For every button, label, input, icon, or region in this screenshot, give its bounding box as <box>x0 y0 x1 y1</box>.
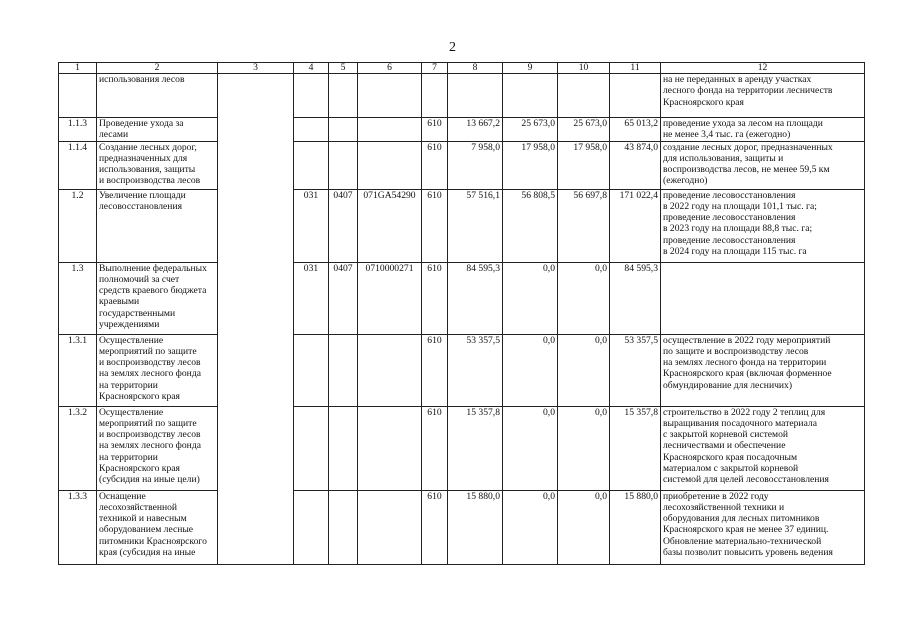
value-2024: 25 673,0 <box>558 118 610 142</box>
row-name: Осуществление мероприятий по защите и воспроизводству лесов на землях лесного фонда на территории Красноярского края <box>97 334 218 406</box>
expected-result: создание лесных дорог, предназначенных для использования, защиты и воспроизводства лесов, не менее 59,5 км (ежегодно) <box>661 141 865 189</box>
value-2022: 7 958,0 <box>448 141 503 189</box>
expense-type: 610 <box>422 334 448 406</box>
table-row <box>59 406 865 490</box>
expected-result: строительство в 2022 году 2 теплиц для выращивания посадочного материала с закрытой корневой системой лесничествами и обеспечение Красноярского края посадочным материалом с закрытой корневой системой для целей лесовосстановления <box>661 406 865 490</box>
row-number <box>59 74 97 118</box>
col-header: 5 <box>329 63 358 74</box>
value-2024: 0,0 <box>558 334 610 406</box>
admin-code <box>294 334 329 406</box>
expense-type: 610 <box>422 490 448 564</box>
value-2022: 15 357,8 <box>448 406 503 490</box>
admin-code: 031 <box>294 262 329 334</box>
col3-cell <box>218 74 294 565</box>
col-header: 6 <box>358 63 422 74</box>
col-header: 4 <box>294 63 329 74</box>
row-name: Проведение ухода за лесами <box>97 118 218 142</box>
section-code <box>329 406 358 490</box>
program-table <box>58 62 865 565</box>
expense-type: 610 <box>422 262 448 334</box>
value-total: 43 874,0 <box>610 141 661 189</box>
expected-result: проведение ухода за лесом на площади не менее 3,4 тыс. га (ежегодно) <box>661 118 865 142</box>
value-2022 <box>448 74 503 118</box>
value-2022: 84 595,3 <box>448 262 503 334</box>
value-2024: 0,0 <box>558 406 610 490</box>
col-header: 9 <box>503 63 558 74</box>
admin-code: 031 <box>294 189 329 262</box>
row-number: 1.3.2 <box>59 406 97 490</box>
section-code <box>329 74 358 118</box>
col-header: 12 <box>661 63 865 74</box>
expense-type: 610 <box>422 118 448 142</box>
table-row <box>59 189 865 262</box>
table-row <box>59 74 865 118</box>
value-2023: 56 808,5 <box>503 189 558 262</box>
expense-type: 610 <box>422 141 448 189</box>
row-number: 1.1.3 <box>59 118 97 142</box>
expected-result: проведение лесовосстановления в 2022 году на площади 101,1 тыс. га; проведение лесовосстановления в 2023 году на площади 88,8 тыс. га; проведение лесовосстановления в 2024 году на площади 115 тыс. га <box>661 189 865 262</box>
table-row <box>59 334 865 406</box>
value-total: 53 357,5 <box>610 334 661 406</box>
value-2022: 57 516,1 <box>448 189 503 262</box>
value-2023: 25 673,0 <box>503 118 558 142</box>
target-code <box>358 406 422 490</box>
row-name: Увеличение площади лесовосстановления <box>97 189 218 262</box>
target-code <box>358 74 422 118</box>
value-total <box>610 74 661 118</box>
target-code <box>358 118 422 142</box>
section-code <box>329 141 358 189</box>
value-total: 84 595,3 <box>610 262 661 334</box>
value-2023: 0,0 <box>503 334 558 406</box>
expense-type: 610 <box>422 406 448 490</box>
admin-code <box>294 141 329 189</box>
value-2024: 0,0 <box>558 490 610 564</box>
target-code: 0710000271 <box>358 262 422 334</box>
expense-type <box>422 74 448 118</box>
section-code: 0407 <box>329 189 358 262</box>
expected-result: на не переданных в аренду участках лесного фонда на территории лесничеств Красноярского края <box>661 74 865 118</box>
table-row <box>59 490 865 564</box>
row-name: Выполнение федеральных полномочий за счет средств краевого бюджета краевыми государственными учреждениями <box>97 262 218 334</box>
page-number: 2 <box>449 40 456 55</box>
value-2022: 15 880,0 <box>448 490 503 564</box>
row-name: Осуществление мероприятий по защите и воспроизводству лесов на землях лесного фонда на территории Красноярского края (субсидия на иные цели) <box>97 406 218 490</box>
col-header: 3 <box>218 63 294 74</box>
value-2024: 17 958,0 <box>558 141 610 189</box>
value-2023: 17 958,0 <box>503 141 558 189</box>
table-row <box>59 141 865 189</box>
section-code <box>329 334 358 406</box>
col-header: 10 <box>558 63 610 74</box>
value-2022: 53 357,5 <box>448 334 503 406</box>
admin-code <box>294 118 329 142</box>
section-code: 0407 <box>329 262 358 334</box>
row-name: Создание лесных дорог, предназначенных для использования, защиты и воспроизводства лесов <box>97 141 218 189</box>
table-row <box>59 262 865 334</box>
target-code: 071GA54290 <box>358 189 422 262</box>
value-2024: 0,0 <box>558 262 610 334</box>
header-row <box>59 63 865 74</box>
section-code <box>329 118 358 142</box>
row-number: 1.2 <box>59 189 97 262</box>
row-name: использования лесов <box>97 74 218 118</box>
target-code <box>358 141 422 189</box>
admin-code <box>294 74 329 118</box>
row-number: 1.3.1 <box>59 334 97 406</box>
row-name: Оснащение лесохозяйственной техникой и навесным оборудованием лесные питомники Красноярского края (субсидия на иные <box>97 490 218 564</box>
value-2023: 0,0 <box>503 262 558 334</box>
expected-result: приобретение в 2022 году лесохозяйственной техники и оборудования для лесных питомников Красноярского края не менее 37 единиц. Обновление материально-технической базы позволит повысить уровень ведения <box>661 490 865 564</box>
value-total: 171 022,4 <box>610 189 661 262</box>
table-row <box>59 118 865 142</box>
value-2023: 0,0 <box>503 406 558 490</box>
expected-result <box>661 262 865 334</box>
col-header: 11 <box>610 63 661 74</box>
expense-type: 610 <box>422 189 448 262</box>
col-header: 8 <box>448 63 503 74</box>
row-number: 1.1.4 <box>59 141 97 189</box>
section-code <box>329 490 358 564</box>
admin-code <box>294 406 329 490</box>
value-2023: 0,0 <box>503 490 558 564</box>
target-code <box>358 334 422 406</box>
row-number: 1.3 <box>59 262 97 334</box>
admin-code <box>294 490 329 564</box>
value-total: 15 357,8 <box>610 406 661 490</box>
value-2022: 13 667,2 <box>448 118 503 142</box>
value-2024: 56 697,8 <box>558 189 610 262</box>
col-header: 2 <box>97 63 218 74</box>
value-2023 <box>503 74 558 118</box>
expected-result: осуществление в 2022 году мероприятий по защите и воспроизводству лесов на землях лесного фонда на территории Красноярского края (включая форменное обмундирование для лесничих) <box>661 334 865 406</box>
value-total: 65 013,2 <box>610 118 661 142</box>
target-code <box>358 490 422 564</box>
value-2024 <box>558 74 610 118</box>
col-header: 7 <box>422 63 448 74</box>
value-total: 15 880,0 <box>610 490 661 564</box>
row-number: 1.3.3 <box>59 490 97 564</box>
col-header: 1 <box>59 63 97 74</box>
